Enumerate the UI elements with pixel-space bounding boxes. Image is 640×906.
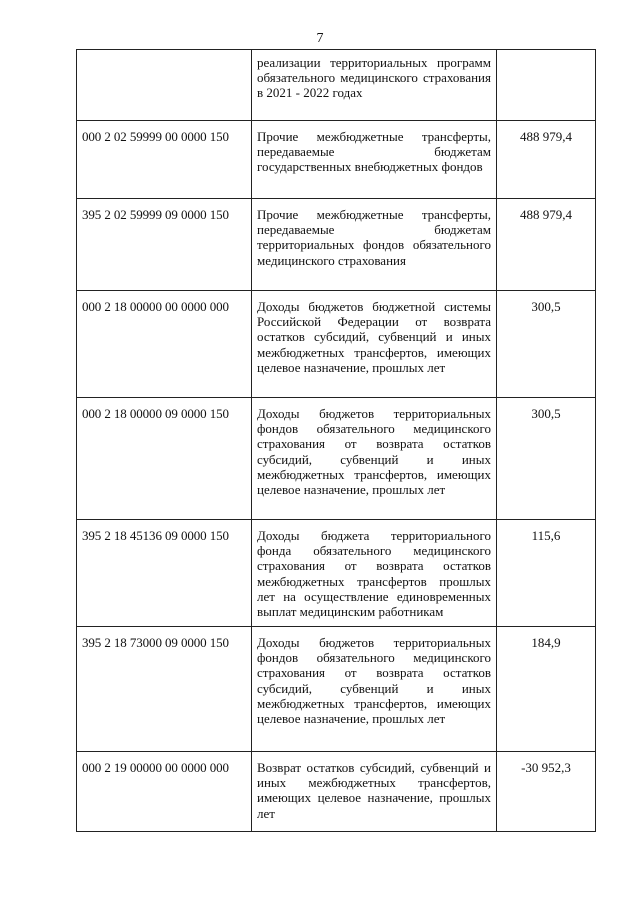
amount-cell: 300,5 <box>497 398 596 520</box>
amount-cell: 115,6 <box>497 520 596 627</box>
page-number: 7 <box>316 31 324 46</box>
table-row <box>77 627 596 752</box>
income-name-cell: Прочие межбюджетные трансферты, передаваемые бюджетам территориальных фондов обязательного медицинского страхования <box>252 199 497 291</box>
amount-cell: 488 979,4 <box>497 121 596 199</box>
income-name-cell: Прочие межбюджетные трансферты, передаваемые бюджетам государственных внебюджетных фондов <box>252 121 497 199</box>
table-row <box>77 121 596 199</box>
income-name-cell: Доходы бюджетов территориальных фондов обязательного медицинского страхования от возврата остатков субсидий, субвенций и иных межбюджетных трансфертов, имеющих целевое назначение, прошлых лет <box>252 398 497 520</box>
budget-code-cell: 395 2 02 59999 09 0000 150 <box>77 199 252 291</box>
table-row <box>77 50 596 121</box>
budget-code-cell: 395 2 18 73000 09 0000 150 <box>77 627 252 752</box>
budget-code-cell: 000 2 18 00000 09 0000 150 <box>77 398 252 520</box>
budget-code-cell <box>77 50 252 121</box>
table-row <box>77 398 596 520</box>
budget-code-cell: 000 2 02 59999 00 0000 150 <box>77 121 252 199</box>
table-row <box>77 520 596 627</box>
amount-cell: 488 979,4 <box>497 199 596 291</box>
income-name-cell: реализации территориальных программ обязательного медицинского страхования в 2021 - 2022 годах <box>252 50 497 121</box>
budget-table <box>76 49 596 832</box>
budget-code-cell: 395 2 18 45136 09 0000 150 <box>77 520 252 627</box>
amount-cell: 184,9 <box>497 627 596 752</box>
budget-code-cell: 000 2 19 00000 00 0000 000 <box>77 752 252 832</box>
budget-code-cell: 000 2 18 00000 00 0000 000 <box>77 291 252 398</box>
table-row <box>77 199 596 291</box>
income-name-cell: Возврат остатков субсидий, субвенций и иных межбюджетных трансфертов, имеющих целевое назначение, прошлых лет <box>252 752 497 832</box>
income-name-cell: Доходы бюджетов бюджетной системы Российской Федерации от возврата остатков субсидий, субвенций и иных межбюджетных трансфертов, имеющих целевое назначение, прошлых лет <box>252 291 497 398</box>
income-name-cell: Доходы бюджета территориального фонда обязательного медицинского страхования от возврата остатков межбюджетных трансфертов прошлых лет на осуществление единовременных выплат медицинским работникам <box>252 520 497 627</box>
amount-cell: -30 952,3 <box>497 752 596 832</box>
table-row <box>77 291 596 398</box>
amount-cell <box>497 50 596 121</box>
amount-cell: 300,5 <box>497 291 596 398</box>
income-name-cell: Доходы бюджетов территориальных фондов обязательного медицинского страхования от возврата остатков субсидий, субвенций и иных межбюджетных трансфертов, имеющих целевое назначение, прошлых лет <box>252 627 497 752</box>
table-row <box>77 752 596 832</box>
